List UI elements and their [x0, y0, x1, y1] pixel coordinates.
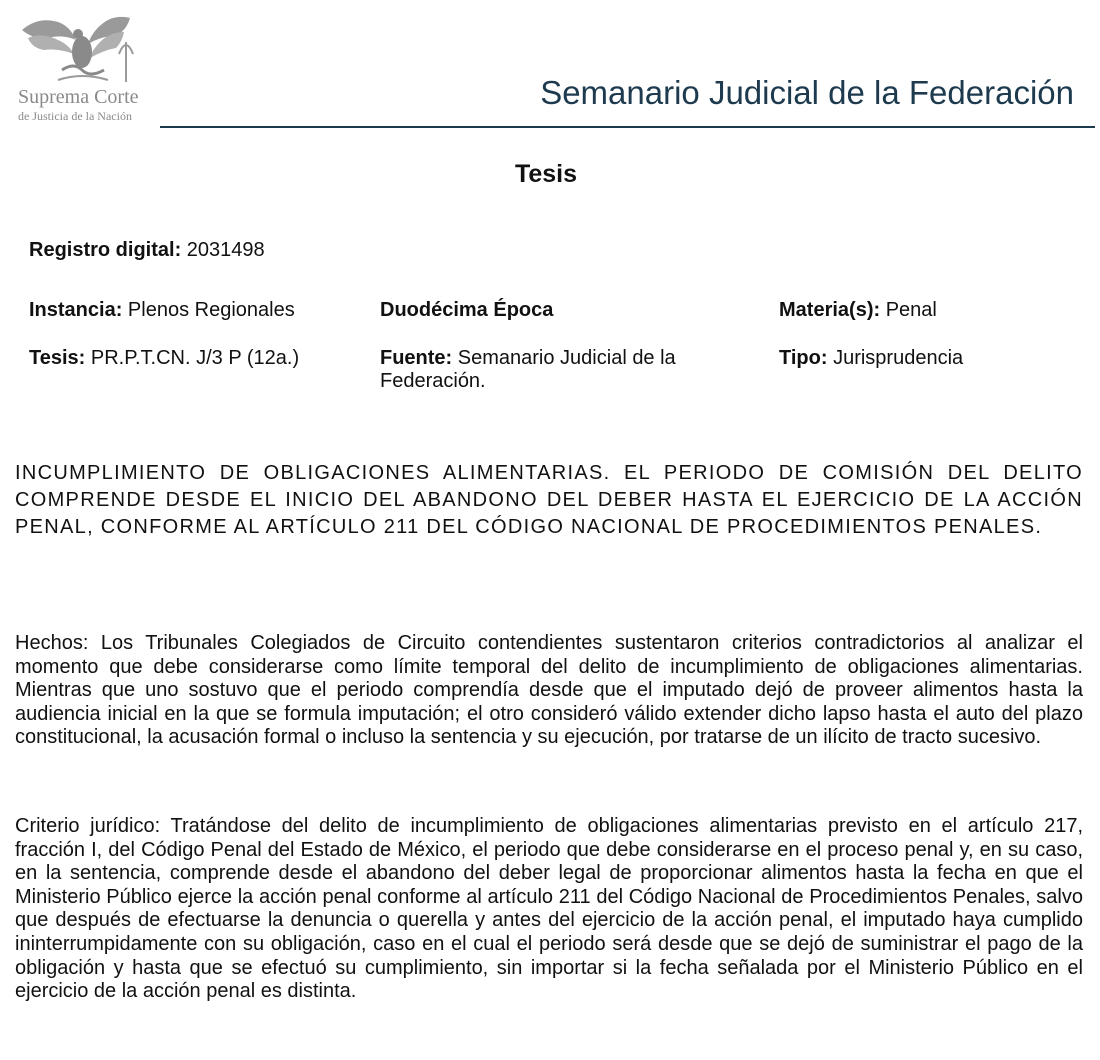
- tipo-value: Jurisprudencia: [833, 347, 964, 369]
- tesis-value: PR.P.T.CN. J/3 P (12a.): [90, 347, 300, 369]
- registro-label: Registro digital:: [29, 239, 182, 261]
- logo-title: Suprema Corte: [18, 86, 139, 108]
- fuente-field: [380, 347, 760, 393]
- header-divider: [160, 126, 1095, 128]
- registro-field: [29, 239, 265, 262]
- instancia-value: Plenos Regionales: [127, 299, 295, 321]
- instancia-label: Instancia:: [29, 299, 123, 321]
- hechos-paragraph: Hechos: Los Tribunales Colegiados de Circuito contendientes sustentaron criterios contradictorios al analizar el momento que debe considerarse como límite temporal del delito de incumplimiento de obligaciones alimentarias. Mientras que uno sostuvo que el periodo comprendía desde que el imputado dejó de proveer alimentos hasta la audiencia inicial en la que se formula imputación; el otro consideró válido extender dicho lapso hasta el auto del plazo constitucional, la acusación formal o incluso la sentencia y su ejecución, por tratarse de un ilícito de tracto sucesivo.: [15, 632, 1083, 749]
- epoca-field: [380, 299, 553, 322]
- fuente-label: Fuente:: [380, 347, 453, 369]
- tesis-rubro: INCUMPLIMIENTO DE OBLIGACIONES ALIMENTARIAS. EL PERIODO DE COMISIÓN DEL DELITO COMPRENDE DESDE EL INICIO DEL ABANDONO DEL DEBER HASTA EL EJERCICIO DE LA ACCIÓN PENAL, CONFORME AL ARTÍCULO 211 DEL CÓDIGO NACIONAL DE PROCEDIMIENTOS PENALES.: [15, 462, 1083, 538]
- instancia-field: [29, 299, 295, 322]
- materia-field: [779, 299, 937, 322]
- eagle-seal-icon: [18, 14, 142, 86]
- epoca-value: Duodécima Época: [380, 299, 554, 321]
- tipo-label: Tipo:: [779, 347, 828, 369]
- criterio-paragraph: Criterio jurídico: Tratándose del delito de incumplimiento de obligaciones alimentarias previsto en el artículo 217, fracción I, del Código Penal del Estado de México, el periodo que debe considerarse en el proceso penal y, en su caso, en la sentencia, comprende desde el abandono del deber legal de proporcionar alimentos hasta la fecha en que el Ministerio Público ejerce la acción penal conforme al artículo 211 del Código Nacional de Procedimientos Penales, salvo que después de efectuarse la denuncia o querella y antes del ejercicio de la acción penal, el imputado haya cumplido ininterrumpidamente con su obligación, caso en el cual el periodo será desde que se dejó de suministrar el pago de la obligación y hasta que se efectuó su cumplimiento, sin importar si la fecha señalada por el Ministerio Público en el ejercicio de la acción penal es distinta.: [15, 815, 1083, 1003]
- registro-value: 2031498: [186, 239, 265, 261]
- scjn-logo: [16, 14, 146, 124]
- publication-title: Semanario Judicial de la Federación: [540, 74, 1074, 111]
- fuente-value-line1: Semanario Judicial de la: [457, 347, 676, 369]
- page-header: [0, 0, 1100, 130]
- tesis-label: Tesis:: [29, 347, 86, 369]
- fuente-value-line2: Federación.: [380, 370, 486, 392]
- document-type-heading: Tesis: [514, 160, 578, 188]
- materia-value: Penal: [885, 299, 937, 321]
- tipo-field: [779, 347, 963, 370]
- tesis-field: [29, 347, 299, 370]
- materia-label: Materia(s):: [779, 299, 881, 321]
- logo-subtitle: de Justicia de la Nación: [18, 109, 132, 123]
